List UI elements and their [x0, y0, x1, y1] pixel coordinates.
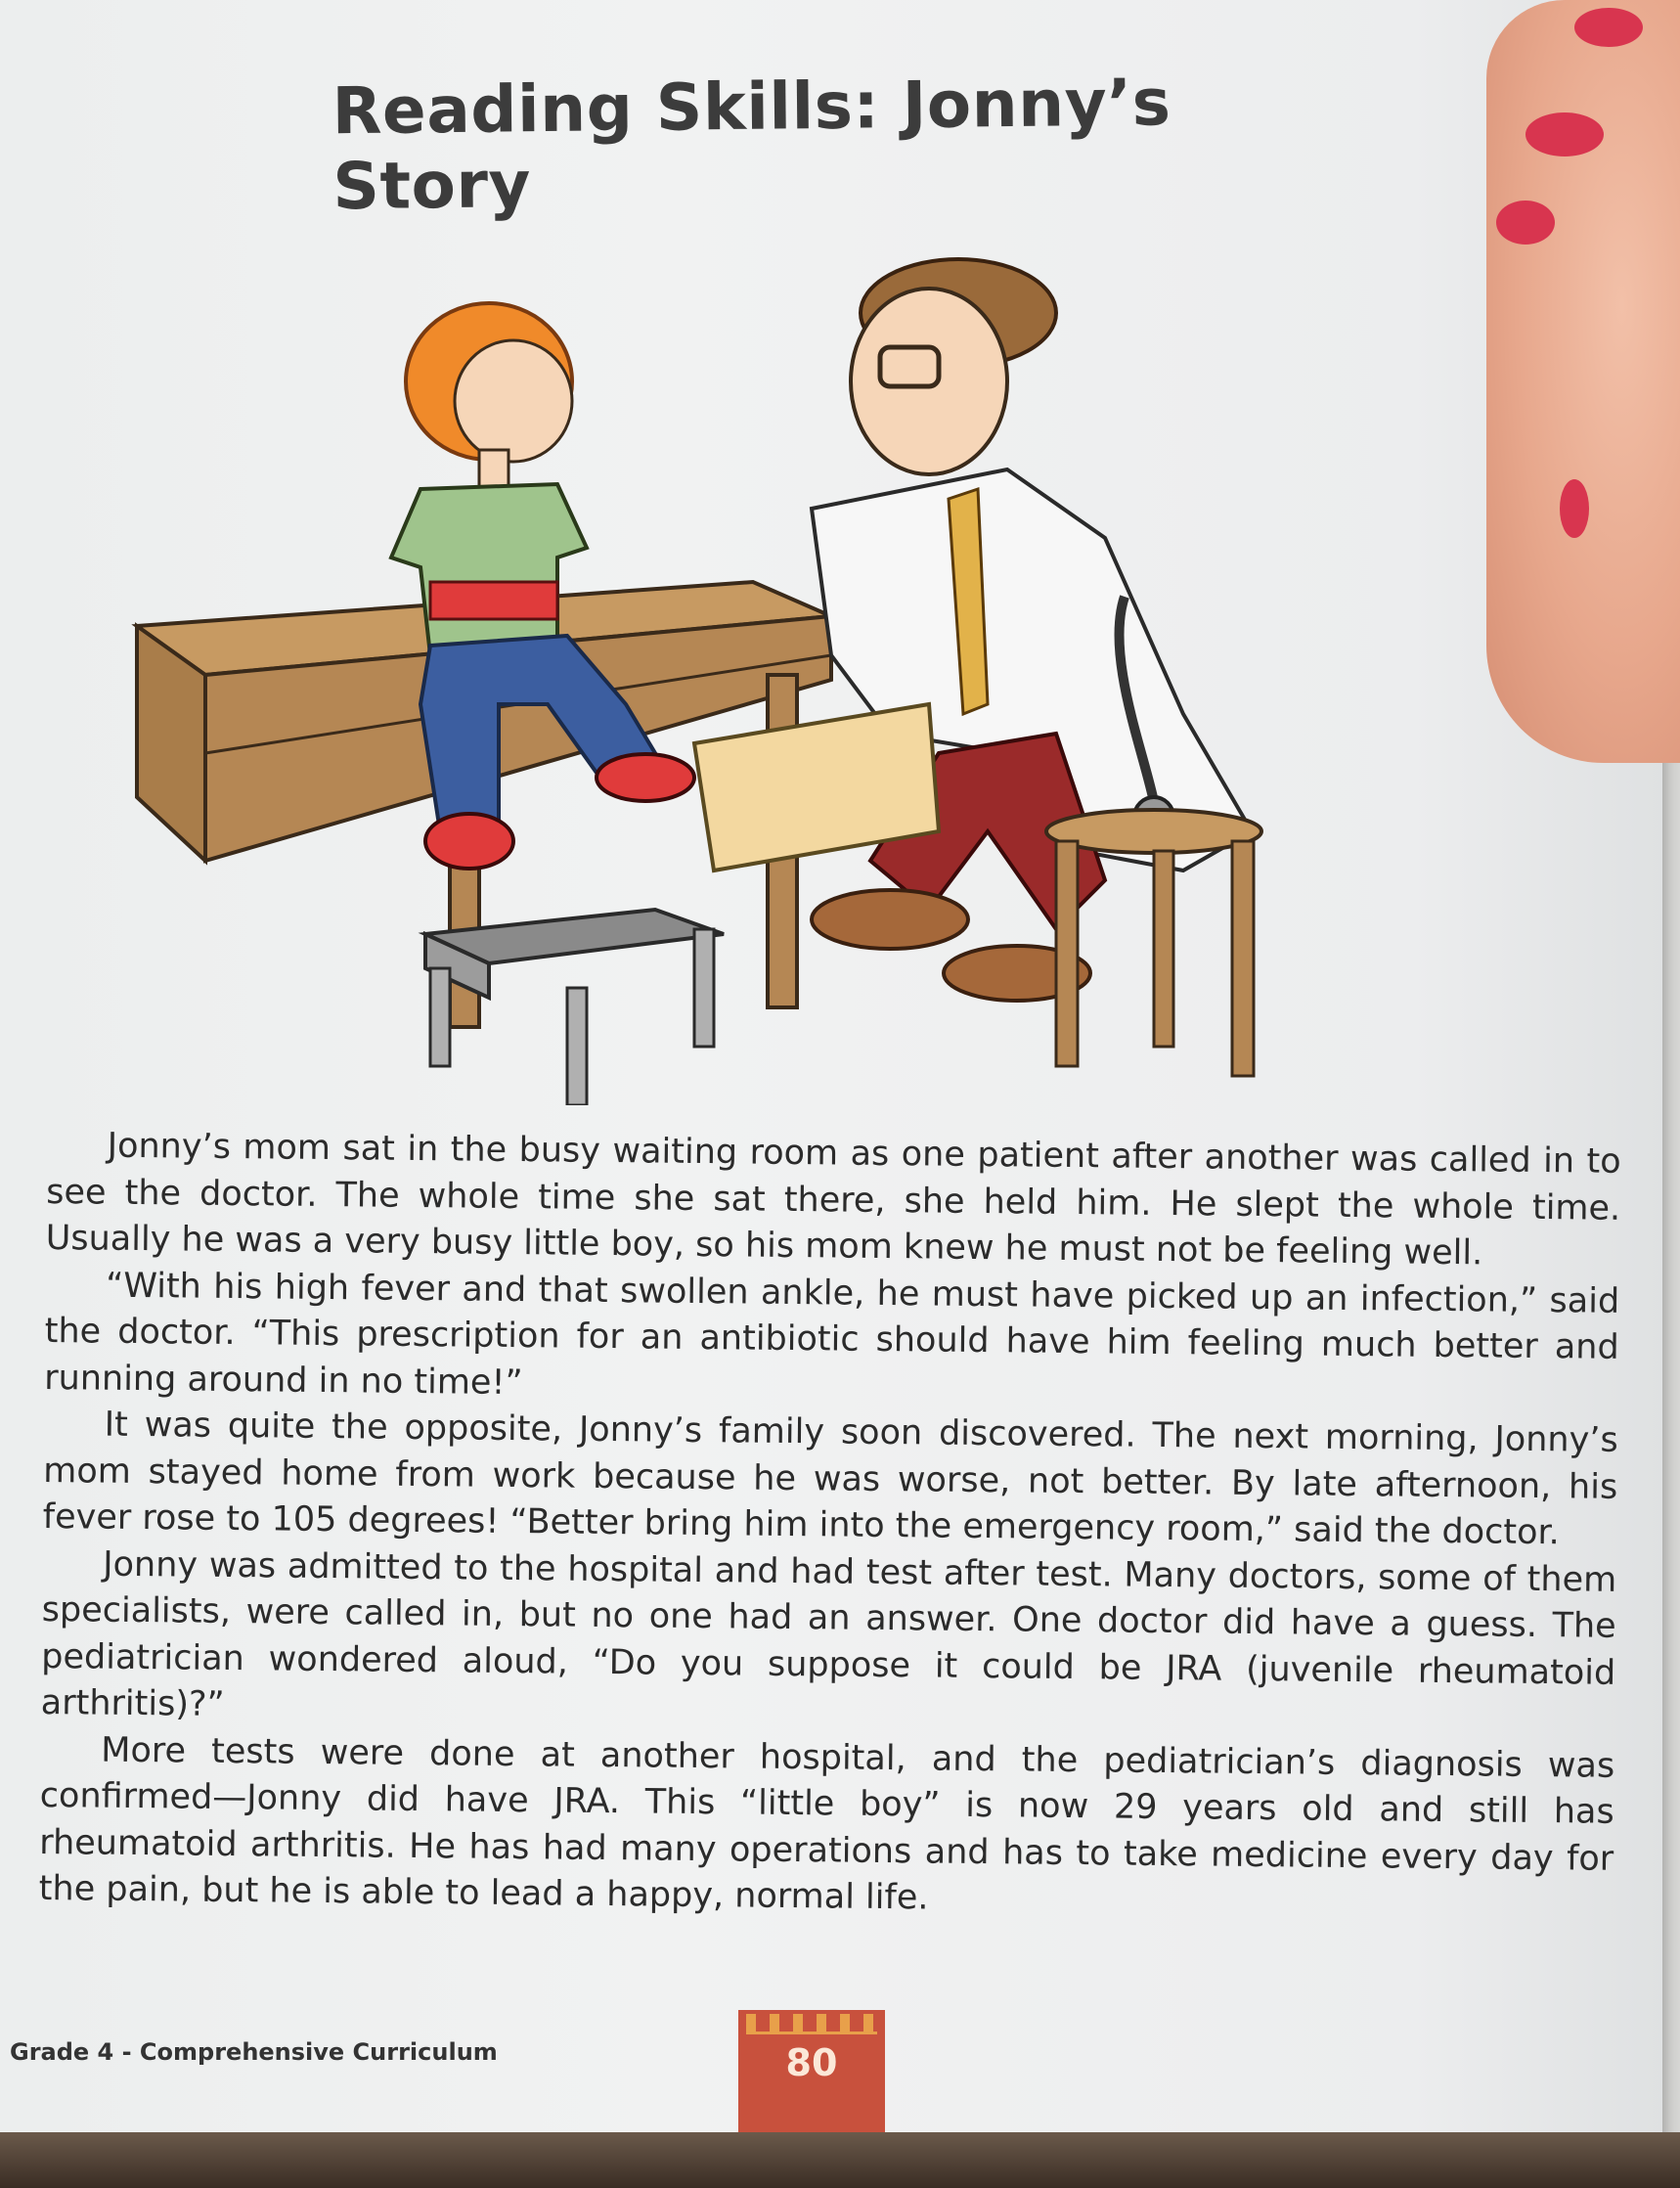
doctor-stool — [1046, 810, 1261, 1076]
fingernail-icon — [1496, 201, 1555, 245]
boy — [391, 303, 694, 869]
fingernail-icon — [1525, 112, 1604, 156]
story-paragraph-3: It was quite the opposite, Jonny’s family soon discovered. The next morning, Jonny’s mom stayed home from work because he was worse, not better. By late afternoon, his fever rose to 105 degrees! “Better bring him into the emergency room,” said the doctor. — [42, 1405, 1618, 1553]
fingernail-icon — [1560, 479, 1589, 538]
story-paragraph-2: “With his high fever and that swollen ankle, he must have picked up an infection,” said the doctor. “This prescription for an antibiotic should have him feeling much better and running around in no time!” — [44, 1266, 1620, 1403]
illustration-boy-and-doctor — [127, 245, 1496, 1105]
page-number-badge — [738, 2010, 885, 2147]
fingernail-icon — [1574, 8, 1643, 47]
ruler-decoration — [746, 2014, 877, 2034]
curriculum-label: Grade 4 - Comprehensive Curriculum — [10, 2038, 498, 2066]
story-text — [39, 1123, 1621, 1929]
page-title: Reading Skills: Jonny’s Story — [332, 65, 1172, 225]
story-paragraph-1: Jonny’s mom sat in the busy waiting room as one patient after another was called in to see the doctor. The whole time she sat there, she held him. He slept the whole time. Usually he was a very busy little boy, so his mom knew he must not be feeling well. — [45, 1126, 1621, 1273]
holding-hand — [1486, 0, 1680, 763]
story-paragraph-4: Jonny was admitted to the hospital and had test after test. Many doctors, some of them specialists, were called in, but no one had an answer. One doctor did have a guess. The pediatrician wondered aloud, “Do you suppose it could be JRA (juvenile rheumatoid arthritis)?” — [40, 1544, 1617, 1724]
table-surface — [0, 2132, 1680, 2188]
page-number: 80 — [785, 2041, 838, 2084]
story-paragraph-5: More tests were done at another hospital, and the pediatrician’s diagnosis was confirmed—Jonny did have JRA. This “little boy” is now 29 years old and still has rheumatoid arthritis. He has had many operations and has to take medicine every day for the pain, but he is able to lead a happy, normal life. — [38, 1730, 1615, 1918]
